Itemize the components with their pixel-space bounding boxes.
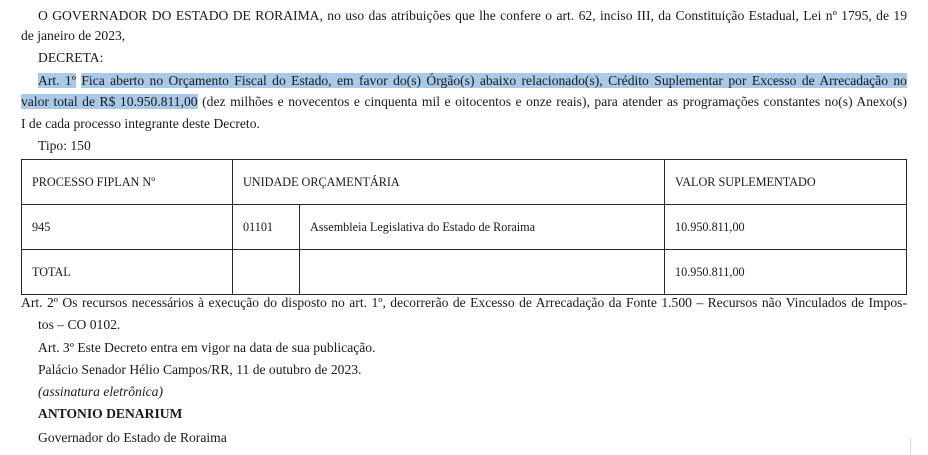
cell-codigo: 01101 (233, 205, 300, 250)
cell-valor: 10.950.811,00 (665, 205, 907, 250)
art1-line-2 (21, 93, 907, 111)
cell-total-label: TOTAL (22, 250, 233, 295)
column-divider (910, 438, 911, 455)
tipo-label: Tipo: 150 (38, 138, 91, 153)
preamble-line-1: O GOVERNADOR DO ESTADO DE RORAIMA, no uso das atribuições que lhe confere o art. 62, inciso III, da Constituição Estadual, Lei nº 1795, de 19 (38, 8, 907, 23)
art1-highlight-2: valor total de R$ 10.950.811,00 (21, 94, 198, 109)
cell-total-valor: 10.950.811,00 (665, 250, 907, 295)
header-valor: VALOR SUPLEMENTADO (665, 160, 907, 205)
cell-empty-1 (233, 250, 300, 295)
art2-line-2: tos – CO 0102. (38, 317, 121, 332)
cell-processo: 945 (22, 205, 233, 250)
art1-line-1 (38, 72, 907, 90)
art1-line-3: I de cada processo integrante deste Decreto. (21, 116, 260, 131)
art1-label: Art. 1º (38, 73, 76, 88)
header-unidade: UNIDADE ORÇAMENTÁRIA (233, 160, 665, 205)
art1-rest-2: (dez milhões e novecentos e cinquenta mil e oitocentos e onze reais), para atender as programações constantes no(s) Anexo(s) (202, 94, 907, 109)
header-processo: PROCESSO FIPLAN Nº (22, 160, 233, 205)
signer-name: ANTONIO DENARIUM (38, 406, 183, 421)
table-row (22, 205, 907, 250)
decreta-heading: DECRETA: (38, 50, 104, 65)
preamble-line-2: de janeiro de 2023, (21, 28, 126, 43)
art1-highlight-1: Fica aberto no Orçamento Fiscal do Estado, em favor do(s) Órgão(s) abaixo relacionado(s), Crédito Suplementar por Excesso de Arrecadação no (81, 73, 907, 88)
cell-empty-2 (300, 250, 665, 295)
signature-note: (assinatura eletrônica) (38, 384, 163, 399)
art3-text: Art. 3º Este Decreto entra em vigor na data de sua publicação. (38, 340, 376, 355)
credit-table (21, 159, 907, 295)
signer-title: Governador do Estado de Roraima (38, 430, 227, 445)
cell-unidade: Assembleia Legislativa do Estado de Roraima (300, 205, 665, 250)
place-date: Palácio Senador Hélio Campos/RR, 11 de outubro de 2023. (38, 362, 362, 377)
table-total-row (22, 250, 907, 295)
art2-line-1: Art. 2º Os recursos necessários à execução do disposto no art. 1º, decorrerão de Excesso de Arrecadação da Fonte 1.500 – Recursos não Vinculados de Impos- (21, 295, 907, 310)
table-header-row (22, 160, 907, 205)
